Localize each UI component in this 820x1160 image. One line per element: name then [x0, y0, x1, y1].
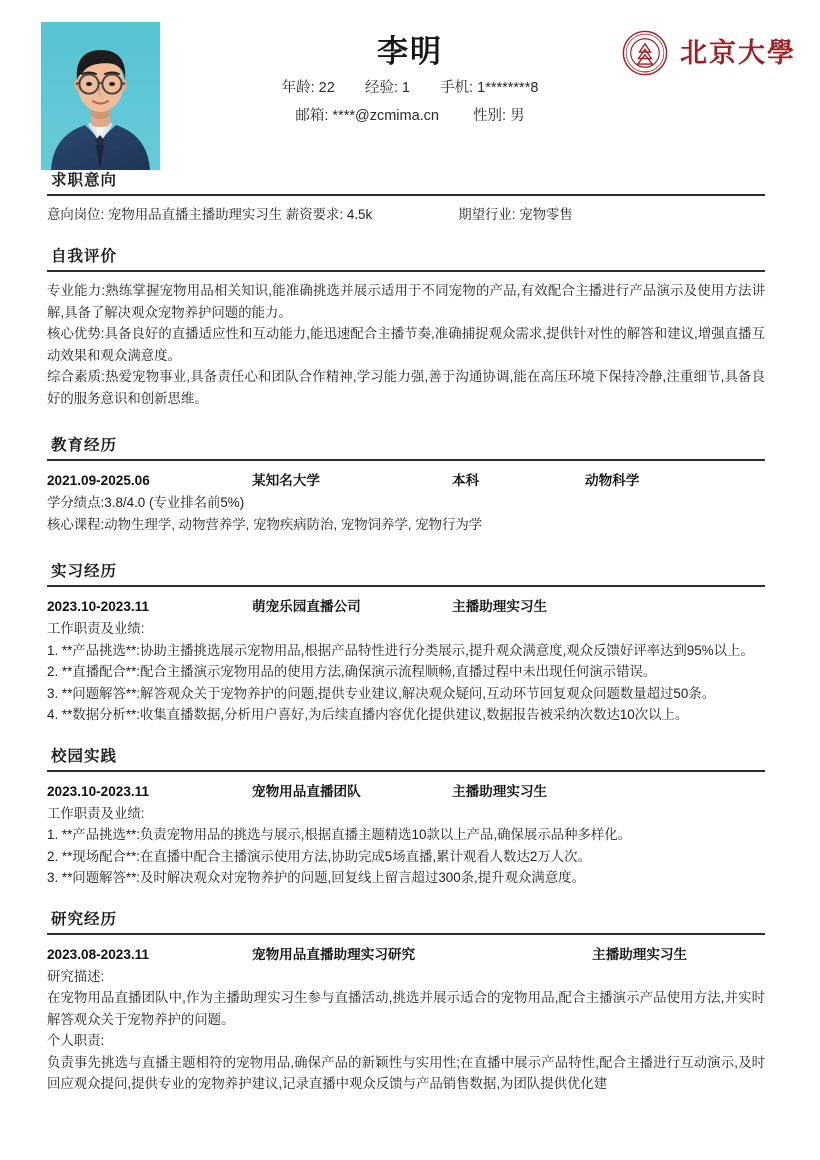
phone-label: 手机: [440, 80, 474, 96]
section-title-job-intent: 求职意向 [51, 172, 118, 189]
research-desc-label: 研究描述: [47, 968, 105, 984]
research-role: 主播助理实习生 [592, 946, 688, 962]
experience-label: 经验: [364, 80, 398, 96]
section-job-intent [0, 168, 820, 226]
section-divider [47, 770, 765, 772]
section-title-self-evaluation: 自我评价 [51, 248, 118, 265]
section-title-internship: 实习经历 [51, 563, 118, 580]
research-desc-text: 在宠物用品直播团队中,作为主播助理实习生参与直播活动,挑选并展示适合的宠物用品,配合主播演示产品使用方法,并实时解答观众关于宠物养护的问题。 [47, 990, 765, 1027]
experience-value: 1 [401, 80, 410, 96]
campus-duty-item: 2. **现场配合**:在直播中配合主播演示使用方法,协助完成5场直播,累计观看人数达2万人次。 [47, 848, 591, 864]
education-gpa: 学分绩点:3.8/4.0 (专业排名前5%) [47, 495, 245, 510]
section-title-education: 教育经历 [51, 437, 118, 454]
education-entry-header [47, 469, 765, 489]
self-eval-paragraph: 核心优势:具备良好的直播适应性和互动能力,能迅速配合主播节奏,准确捕捉观众需求,提供针对性的解答和建议,增强直播互动效果和观众满意度。 [47, 326, 765, 363]
email-label: 邮箱: [295, 108, 329, 124]
internship-company: 萌宠乐园直播公司 [252, 599, 361, 614]
internship-entry-header [47, 595, 765, 615]
candidate-photo [41, 22, 160, 170]
education-major: 动物科学 [585, 473, 640, 488]
internship-duty-item: 4. **数据分析**:收集直播数据,分析用户喜好,为后续直播内容优化提供建议,数据报告被采纳次数达10次以上。 [47, 707, 689, 722]
section-divider [47, 933, 765, 935]
section-title-campus-practice: 校园实践 [51, 747, 118, 765]
section-education [0, 433, 820, 535]
research-duty-text: 负责事先挑选与直播主题相符的宠物用品,确保产品的新颖性与实用性;在直播中展示产品特性,配合主播进行互动演示,及时回应观众提问,提供专业的宠物养护建议,记录直播中观众反馈与产品销售数据,为团队提供优化建 [47, 1054, 765, 1091]
salary-label: 薪资要求: [285, 207, 344, 222]
gender-value: 男 [510, 108, 525, 124]
photo-illustration [41, 22, 160, 170]
campus-duty-item: 1. **产品挑选**:负责宠物用品的挑选与展示,根据直播主题精选10款以上产品,确保展示品种多样化。 [47, 827, 632, 842]
candidate-name: 李明 [377, 34, 443, 69]
internship-date: 2023.10-2023.11 [47, 599, 150, 614]
gender-label: 性别: [473, 108, 507, 124]
industry-label: 期望行业: [458, 207, 516, 222]
university-logo [622, 30, 796, 76]
intent-left-group [47, 204, 372, 226]
meta-row-2 [180, 102, 640, 130]
age-value: 22 [318, 80, 335, 96]
salary-value: 4.5k [346, 207, 373, 222]
phone-value: 1********8 [477, 80, 539, 96]
section-campus-practice [0, 744, 820, 889]
campus-team: 宠物用品直播团队 [252, 783, 361, 799]
section-internship [0, 559, 820, 726]
section-research [0, 907, 820, 1095]
resume-header [0, 0, 820, 168]
education-courses: 核心课程:动物生理学, 动物营养学, 宠物疾病防治, 宠物饲养学, 宠物行为学 [47, 516, 483, 532]
self-eval-paragraph: 综合素质:热爱宠物事业,具备责任心和团队合作精神,学习能力强,善于沟通协调,能在高压环境下保持冷静,注重细节,具备良好的服务意识和创新思维。 [47, 369, 765, 406]
campus-role: 主播助理实习生 [452, 783, 548, 799]
position-value: 宠物用品直播主播助理实习生 [108, 207, 283, 222]
header-identity [180, 22, 640, 130]
section-divider [47, 459, 765, 461]
research-duty-label: 个人职责: [47, 1033, 105, 1048]
internship-duty-item: 3. **问题解答**:解答观众关于宠物养护的问题,提供专业建议,解决观众疑问,互动环节回复观众问题数量超过50条。 [47, 685, 716, 701]
svg-text:· · · · ·: · · · · · [641, 33, 649, 37]
internship-duties-label: 工作职责及业绩: [47, 621, 145, 636]
research-project: 宠物用品直播助理实习研究 [252, 946, 416, 962]
education-school: 某知名大学 [252, 473, 320, 488]
campus-date: 2023.10-2023.11 [47, 783, 150, 799]
internship-role: 主播助理实习生 [452, 599, 548, 614]
section-divider [47, 194, 765, 196]
age-label: 年龄: [281, 80, 315, 96]
position-label: 意向岗位: [47, 207, 105, 222]
campus-duty-item: 3. **问题解答**:及时解决观众对宠物养护的问题,回复线上留言超过300条,提升观众满意度。 [47, 870, 585, 885]
intent-right-group [458, 204, 573, 226]
email-value: ****@zcmima.cn [332, 108, 439, 124]
campus-duties-label: 工作职责及业绩: [47, 805, 145, 821]
research-entry-header [47, 943, 765, 963]
job-intent-row [47, 204, 765, 226]
university-seal-icon [622, 30, 668, 76]
industry-value: 宠物零售 [519, 207, 573, 222]
education-degree: 本科 [452, 473, 480, 488]
self-eval-paragraph: 专业能力:熟练掌握宠物用品相关知识,能准确挑选并展示适用于不同宠物的产品,有效配合主播进行产品演示及使用方法讲解,具备了解决观众宠物养护问题的能力。 [47, 283, 765, 320]
svg-text:1898: 1898 [642, 70, 648, 74]
section-divider [47, 270, 765, 272]
section-self-evaluation [0, 244, 820, 409]
section-divider [47, 585, 765, 587]
section-title-research: 研究经历 [51, 910, 118, 928]
university-name: 北京大學 [680, 38, 796, 68]
meta-row-1 [180, 74, 640, 102]
internship-duty-item: 2. **直播配合**:配合主播演示宠物用品的使用方法,确保演示流程顺畅,直播过程中未出现任何演示错误。 [47, 664, 657, 679]
internship-duty-item: 1. **产品挑选**:协助主播挑选展示宠物用品,根据产品特性进行分类展示,提升观众满意度,观众反馈好评率达到95%以上。 [47, 642, 754, 658]
research-date: 2023.08-2023.11 [47, 946, 150, 962]
education-date: 2021.09-2025.06 [47, 473, 150, 488]
campus-entry-header [47, 780, 765, 800]
